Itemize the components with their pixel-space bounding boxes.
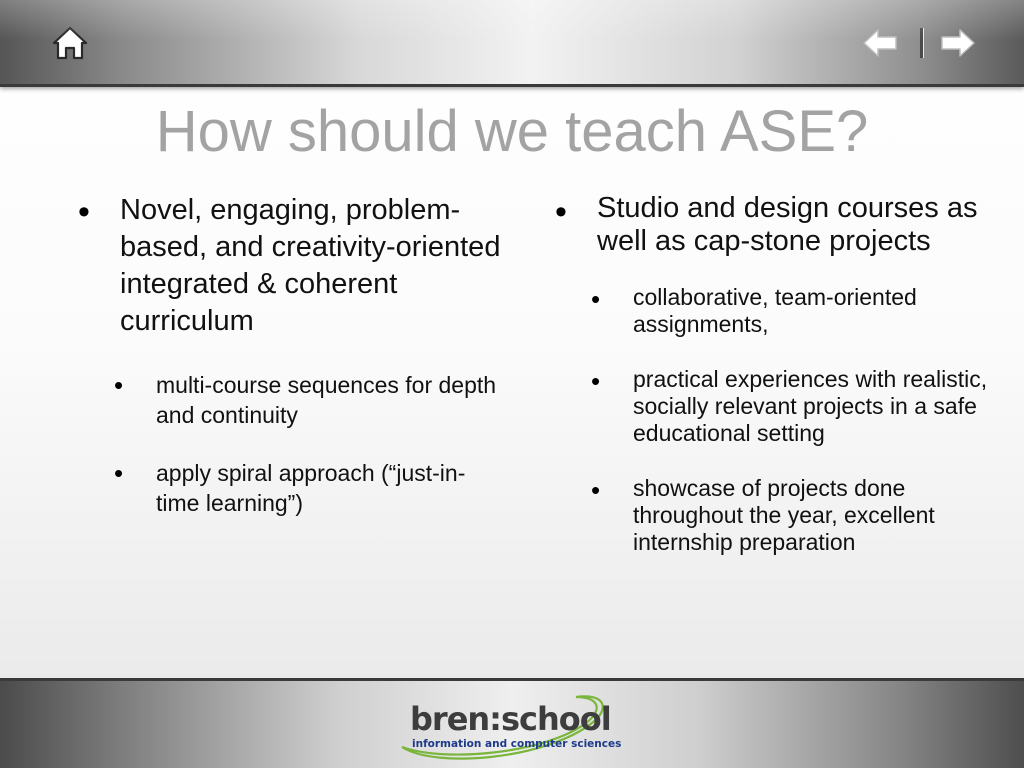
bullet-dot: •	[591, 366, 601, 396]
sub-bullet-item	[114, 458, 508, 518]
arrow-right-icon[interactable]	[940, 27, 976, 59]
bullet-dot: •	[78, 193, 90, 231]
bullet-text: Studio and design courses as well as cap-stone projects	[597, 192, 978, 257]
bullet-item	[78, 192, 508, 340]
nav-divider	[920, 28, 924, 58]
sub-bullet-item	[114, 370, 508, 430]
sub-bullet-text: multi-course sequences for depth and continuity	[156, 372, 497, 428]
bullet-text: Novel, engaging, problem-based, and creativity-oriented integrated & coherent curriculum	[120, 194, 501, 337]
slide-title: How should we teach ASE?	[155, 99, 869, 164]
sub-bullet-text: apply spiral approach (“just-in-time learning”)	[156, 460, 466, 516]
logo-subtitle: information and computer sciences	[412, 738, 622, 750]
bullet-dot: •	[591, 475, 601, 505]
right-column	[555, 190, 1005, 556]
bren-school-logo	[396, 689, 636, 761]
top-toolbar	[0, 0, 1024, 87]
home-icon[interactable]	[52, 25, 88, 61]
sub-bullet-item	[591, 475, 1005, 556]
bottom-footer	[0, 678, 1024, 768]
bullet-dot: •	[555, 193, 567, 231]
sub-bullet-item	[591, 366, 1005, 447]
bullet-item	[555, 192, 1005, 258]
sub-bullet-text: collaborative, team-oriented assignments,	[633, 284, 917, 337]
bullet-dot: •	[591, 284, 601, 314]
bullet-dot: •	[114, 370, 124, 400]
sub-bullet-text: showcase of projects done throughout the year, excellent internship preparation	[633, 475, 935, 555]
left-column	[78, 190, 508, 518]
logo-wordmark: bren:school	[410, 700, 611, 738]
sub-bullet-item	[591, 284, 1005, 338]
sub-bullet-text: practical experiences with realistic, socially relevant projects in a safe educational setting	[633, 366, 988, 446]
bullet-dot: •	[114, 458, 124, 488]
arrow-left-icon[interactable]	[862, 27, 898, 59]
